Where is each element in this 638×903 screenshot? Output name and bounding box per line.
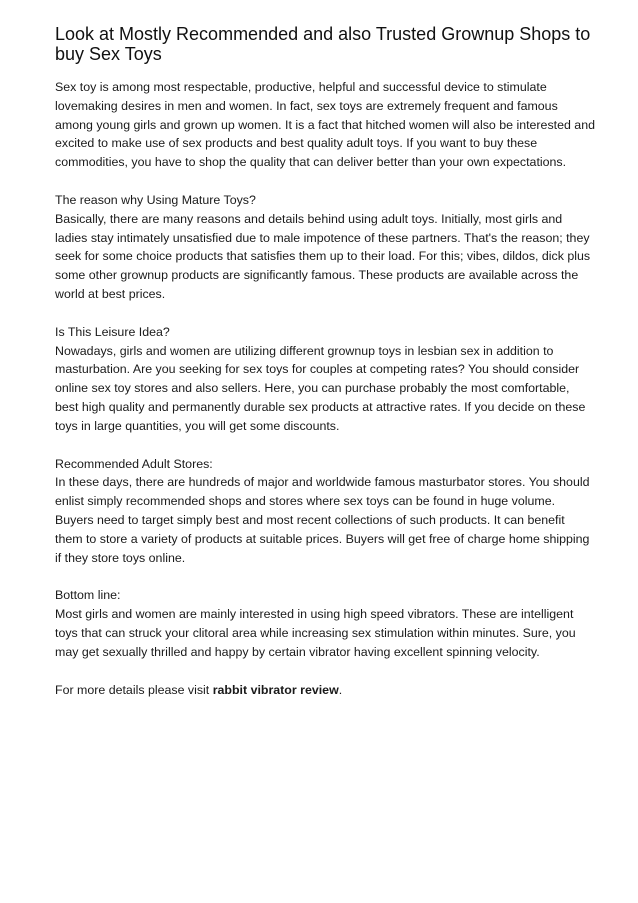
review-link[interactable]: rabbit vibrator review <box>212 682 339 697</box>
footer-suffix: . <box>338 682 343 697</box>
footer-line <box>55 681 595 700</box>
section-paragraph: Basically, there are many reasons and details behind using adult toys. Initially, most girls and ladies stay intimately unsatisfied due to male impotence of these partners. That's the reason; they seek for some choice products that satisfies them up to their load. For this; vibes, dildos, dick plus some other grownup products are significantly famous. These products are available across the world at best prices. <box>55 211 591 301</box>
footer-prefix: For more details please visit <box>55 682 213 697</box>
section-paragraph: In these days, there are hundreds of major and worldwide famous masturbator stores. You should enlist simply recommended shops and stores where sex toys can be found in huge volume. Buyers need to target simply best and most recent collections of such products. It can benefit them to store a variety of products at suitable prices. Buyers will get free of charge home shipping if they store toys online. <box>55 475 590 565</box>
document-page <box>55 24 595 718</box>
section-reasons <box>55 191 595 304</box>
footer-section <box>55 681 595 700</box>
section-paragraph: Nowadays, girls and women are utilizing different grownup toys in lesbian sex in addition to masturbation. Are you seeking for sex toys for couples at competing rates? You should consider online sex toy stores and also sellers. Here, you can purchase probably the most comfortable, best high quality and permanently durable sex products at attractive rates. If you decide on these toys in large quantities, you will get some discounts. <box>55 343 586 433</box>
document-title: Look at Mostly Recommended and also Trusted Grownup Shops to buy Sex Toys <box>55 24 591 64</box>
section-heading: Recommended Adult Stores: <box>55 456 213 471</box>
intro-section <box>55 78 595 172</box>
section-heading: The reason why Using Mature Toys? <box>55 192 256 207</box>
section-bottom-line <box>55 586 595 661</box>
section-heading: Bottom line: <box>55 588 121 603</box>
section-leisure-idea <box>55 323 595 436</box>
section-paragraph: Most girls and women are mainly interested in using high speed vibrators. These are intelligent toys that can struck your clitoral area while increasing sex stimulation within minutes. Sure, you may get sexually thrilled and happy by certain vibrator having excellent spinning velocity. <box>55 607 576 659</box>
intro-paragraph: Sex toy is among most respectable, productive, helpful and successful device to stimulate lovemaking desires in men and women. In fact, sex toys are extremely frequent and famous among young girls and grown up women. It is a fact that hitched women will also be interested and excited to make use of sex products and best quality adult toys. If you want to buy these commodities, you have to shop the quality that can deliver better than your own expectations. <box>55 80 595 170</box>
section-recommended-stores <box>55 455 595 568</box>
section-heading: Is This Leisure Idea? <box>55 324 170 339</box>
